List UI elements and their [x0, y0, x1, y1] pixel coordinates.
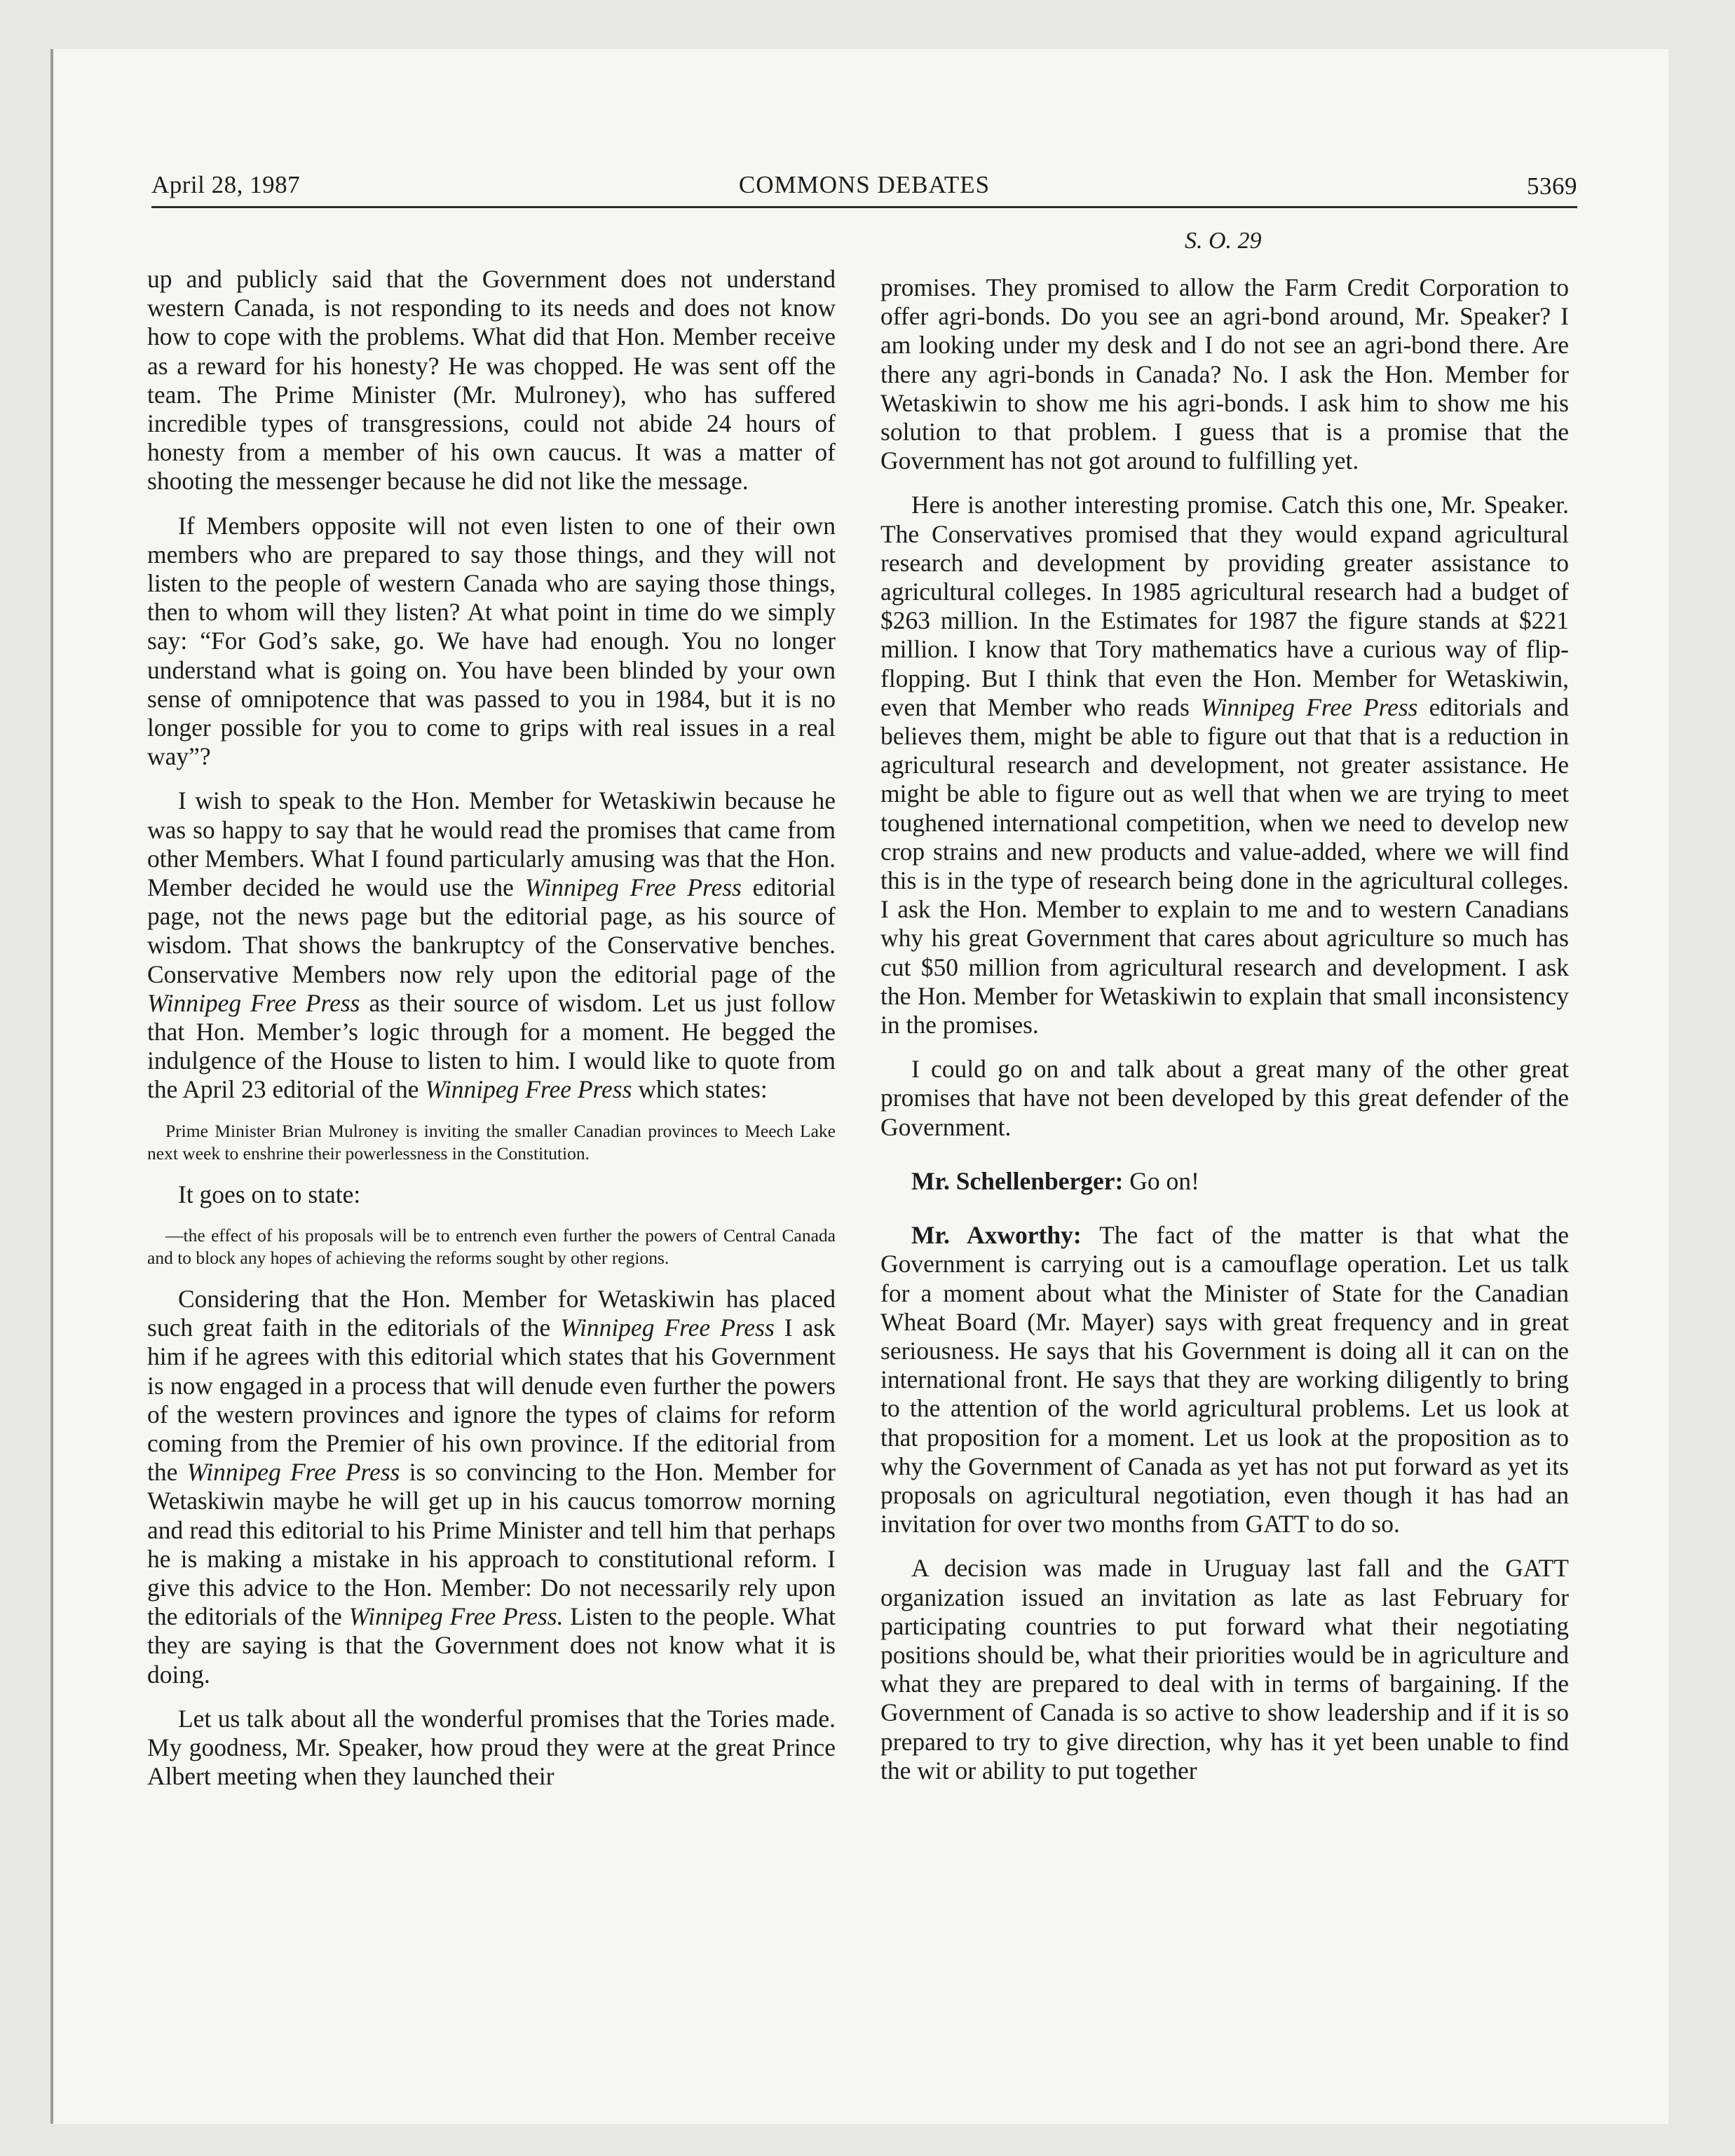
speaker-paragraph: Mr. Axworthy: The fact of the matter is that what the Government is carrying out is a camouflage operation. Let us talk for a moment about what the Minister of State for the Canadian Wheat Board (Mr. Mayer) says with great frequency and in great seriousness. He says that his Government is doing all it can on the international front. He says that they are working diligently to bring to the attention of the world agricultural problems. Let us look at that proposition for a moment. Let us look at the proposition as to why the Government of Canada as yet has not put forward as yet its proposals on agricultural negotiation, even though it has had an invitation for over two months from GATT to do so.: [880, 1221, 1569, 1538]
header-page-number: 5369: [1527, 172, 1577, 200]
paragraph: I wish to speak to the Hon. Member for Wetaskiwin because he was so happy to say that he would read the promises that came from other Members. What I found particularly amusing was that the Hon. Member decided he would use the Winnipeg Free Press editorial page, not the news page but the editorial page, as his source of wisdom. That shows the bankruptcy of the Conservative benches. Conservative Members now rely upon the editorial page of the Winnipeg Free Press as their source of wisdom. Let us just follow that Hon. Member’s logic through for a moment. He begged the indulgence of the House to listen to him. I would like to quote from the April 23 editorial of the Winnipeg Free Press which states:: [147, 786, 836, 1104]
publication-name: Winnipeg Free Press.: [348, 1602, 564, 1631]
block-quote: Prime Minister Brian Mulroney is inviting the smaller Canadian provinces to Meech Lake next week to enshrine their powerlessness in the Constitution.: [147, 1120, 836, 1164]
paragraph: promises. They promised to allow the Farm Credit Corporation to offer agri-bonds. Do you see an agri-bond around, Mr. Speaker? I am looking under my desk and I do not see an agri-bond there. Are there any agri-bonds in Canada? No. I ask the Hon. Member for Wetaskiwin to show me his agri-bonds. I ask him to show me his solution to that problem. I guess that is a promise that the Government has not got around to fulfilling yet.: [880, 273, 1569, 475]
paragraph: A decision was made in Uruguay last fall and the GATT organization issued an invitation as late as last February for participating countries to put forward what their negotiating positions should be, what their priorities would be in agriculture and what they are prepared to deal with in terms of bargaining. If the Government of Canada is so active to show leadership and if it is so prepared to try to give direction, why has it yet been unable to find the wit or ability to put together: [880, 1554, 1569, 1785]
paragraph: Let us talk about all the wonderful promises that the Tories made. My goodness, Mr. Speaker, how proud they were at the great Prince Albert meeting when they launched their: [147, 1704, 836, 1791]
paragraph: If Members opposite will not even listen to one of their own members who are prepared to say those things, and they will not listen to the people of western Canada who are saying those things, then to whom will they listen? At what point in time do we simply say: “For God’s sake, go. We have had enough. You no longer understand what is going on. You have been blinded by your own sense of omnipotence that was passed to you in 1984, but it is no longer possible for you to come to grips with real issues in a real way”?: [147, 511, 836, 771]
section-label: S. O. 29: [1185, 228, 1262, 254]
speaker-paragraph: Mr. Schellenberger: Go on!: [911, 1166, 1199, 1195]
paragraph: up and publicly said that the Government does not understand western Canada, is not responding to its needs and does not know how to cope with the problems. What did that Hon. Member receive as a reward for his honesty? He was chopped. He was sent off the team. The Prime Minister (Mr. Mulroney), who has suffered incredible types of transgressions, could not abide 24 hours of honesty from a member of his own caucus. It was a matter of shooting the messenger because he did not like the message.: [147, 265, 836, 496]
publication-name: Winnipeg Free Press: [425, 1075, 632, 1104]
block-quote: —the effect of his proposals will be to entrench even further the powers of Central Canada and to block any hopes of achieving the reforms sought by other regions.: [147, 1224, 836, 1268]
publication-name: Winnipeg Free Press: [560, 1314, 775, 1342]
publication-name: Winnipeg Free Press: [147, 988, 360, 1017]
header-title: COMMONS DEBATES: [738, 171, 991, 198]
paragraph: Here is another interesting promise. Catch this one, Mr. Speaker. The Conservatives promised that they would expand agricultural research and development by providing greater assistance to agricultural colleges. In 1985 agricultural research had a budget of $263 million. In the Estimates for 1987 the figure stands at $221 million. I know that Tory mathematics have a curious way of flip-flopping. But I think that even the Hon. Member for Wetaskiwin, even that Member who reads Winnipeg Free Press editorials and believes them, might be able to figure out that that is a reduction in agricultural research and development, not greater assistance. He might be able to figure out as well that when we are trying to meet toughened international competition, when we need to develop new crop strains and new products and value-added, where we will find this is in the type of research being done in the agricultural colleges. I ask the Hon. Member to explain to me and to western Canadians why his great Government that cares about agriculture so much has cut $50 million from agricultural research and development. I ask the Hon. Member for Wetaskiwin to explain that small inconsistency in the promises.: [880, 491, 1570, 1039]
right-column: [880, 273, 1569, 1801]
header-date: April 28, 1987: [151, 171, 301, 198]
publication-name: Winnipeg Free Press: [1200, 692, 1418, 721]
paragraph: Considering that the Hon. Member for Wetaskiwin has placed such great faith in the editorials of the Winnipeg Free Press I ask him if he agrees with this editorial which states that his Government is now engaged in a process that will denude even further the powers of the western provinces and ignore the types of claims for reform coming from the Premier of his own province. If the editorial from the Winnipeg Free Press is so convincing to the Hon. Member for Wetaskiwin maybe he will get up in his caucus tomorrow morning and read this editorial to his Prime Minister and tell him that perhaps he is making a mistake in his approach to constitutional reform. I give this advice to the Hon. Member: Do not necessarily rely upon the editorials of the Winnipeg Free Press. Listen to the people. What they are saying is that the Government does not know what it is doing.: [147, 1284, 836, 1688]
speaker-name: Mr. Axworthy:: [911, 1221, 1082, 1250]
publication-name: Winnipeg Free Press: [524, 873, 742, 902]
page-header: [151, 171, 1577, 208]
paragraph: It goes on to state:: [178, 1180, 361, 1208]
paragraph: I could go on and talk about a great many of the other great promises that have not been developed by this great defender of the Government.: [880, 1055, 1569, 1141]
speaker-name: Mr. Schellenberger:: [911, 1166, 1124, 1195]
publication-name: Winnipeg Free Press: [186, 1458, 400, 1487]
left-column: [147, 265, 836, 1806]
